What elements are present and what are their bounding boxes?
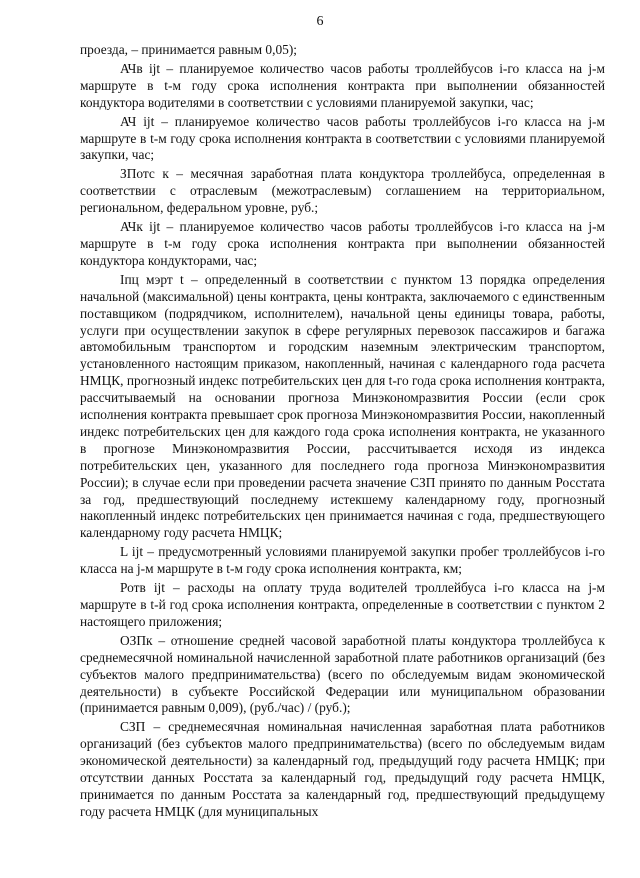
page-number: 6 — [316, 14, 324, 29]
definition-zp-conductor: ЗПотс к – месячная заработная плата кондуктора троллейбуса, определенная в соответствии с отраслевым (межотраслевым) соглашением на территориальном, региональном, федеральном уровне, руб.; — [80, 166, 605, 216]
definition-price-index: Iпц мэрт t – определенный в соответствии с пунктом 13 порядка определения начальной (максимальной) цены контракта, цены контракта, заключаемого с единственным поставщиком (подрядчиком, исполнителем), начальной цены единицы товара, работы, услуги при осуществлении закупок в сфере регулярных перевозок пассажиров и багажа автомобильным транспортом и городским наземным электрическим транспортом, установленного настоящим приказом, накопленный, начиная с календарного года расчета НМЦК, прогнозный индекс потребительских цен для t-го года срока исполнения контракта, рассчитываемый на основании прогноза Минэкономразвития России (если срок исполнения контракта превышает срок прогноза Минэкономразвития России, накопленный индекс потребительских цен для каждого года срока исполнения контракта, не указанного в прогнозе Минэкономразвития России, рассчитывается исходя из индекса потребительских цен, указанного для последнего года прогноза Минэкономразвития России); в случае если при проведении расчета значение СЗП принято по данным Росстата за год, предшествующий последнему истекшему календарному году, прогнозный накопленный индекс потребительских цен принимается начиная с года, предшествующего календарному году расчета НМЦК; — [80, 271, 605, 541]
definition-ach: АЧ ijt – планируемое количество часов работы троллейбусов i-го класса на j-м маршруте в t-м году срока исполнения контракта в соответствии с условиями планируемой закупки, час; — [80, 113, 605, 163]
definition-szp: СЗП – среднемесячная номинальная начисленная заработная плата работников организаций (без субъектов малого предпринимательства) (всего по обследуемым видам экономической деятельности) за календарный год, предыдущий году расчета НМЦК; при отсутствии данных Росстата за календарный год, предыдущий году расчета НМЦК, принимается по данным Росстата за календарный год, предшествующий предыдущему году расчета НМЦК (для муниципальных — [80, 719, 605, 819]
definition-ach-driver: АЧв ijt – планируемое количество часов работы троллейбусов i-го класса на j-м маршруте в t-м году срока исполнения контракта при выполнении обязанностей кондуктора водителями в соответствии с условиями планируемой закупки, час; — [80, 60, 605, 110]
definition-mileage: L ijt – предусмотренный условиями планируемой закупки пробег троллейбусов i-го класса на j-м маршруте в t-м году срока исполнения контракта, км; — [80, 544, 605, 577]
definition-ozp-conductor: ОЗПк – отношение средней часовой заработной платы кондуктора троллейбуса к среднемесячной номинальной начисленной заработной плате работников организаций (без субъектов малого предпринимательства) (всего по обследуемым видам экономической деятельности) в субъекте Российской Федерации или муниципальном образовании (принимается равным 0,009), (руб./час) / (руб.); — [80, 632, 605, 716]
document-body — [80, 42, 605, 823]
definition-ach-conductor: АЧк ijt – планируемое количество часов работы троллейбусов i-го класса на j-м маршруте в t-м году срока исполнения контракта при выполнении обязанностей кондуктора кондукторами, час; — [80, 219, 605, 268]
definition-driver-labor-cost: Ротв ijt – расходы на оплату труда водителей троллейбуса i-го класса на j-м маршруте в t-й год срока исполнения контракта, определенные в соответствии с пунктом 2 настоящего приложения; — [80, 580, 605, 629]
paragraph-continuation: проезда, – принимается равным 0,05); — [80, 42, 298, 57]
